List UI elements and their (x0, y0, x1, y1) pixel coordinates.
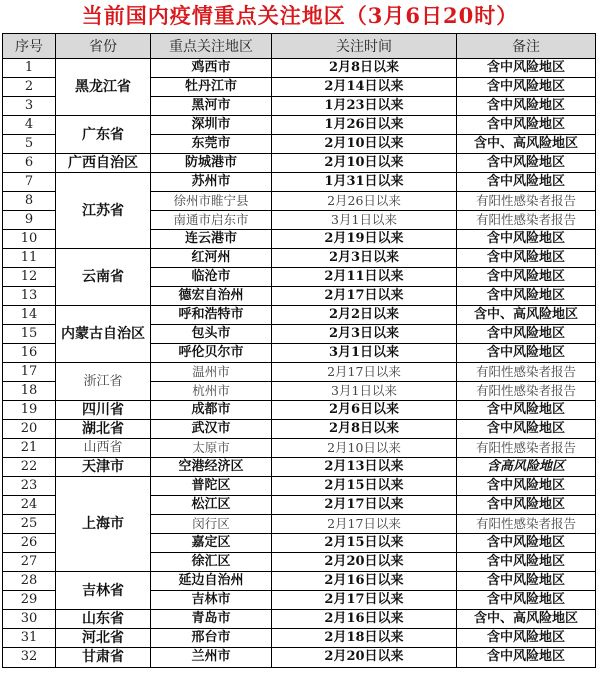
table-row (3, 116, 596, 135)
province-cell: 上海市 (56, 477, 151, 572)
note-cell: 含中风险地区 (457, 401, 596, 420)
row-index: 32 (3, 648, 56, 667)
area-cell: 青岛市 (151, 610, 272, 629)
header-area: 重点关注地区 (151, 34, 272, 59)
note-cell: 含中风险地区 (457, 116, 596, 135)
time-cell: 2月13日以来 (272, 458, 457, 477)
province-cell: 四川省 (56, 401, 151, 420)
area-cell: 深圳市 (151, 116, 272, 135)
table-row (3, 59, 596, 78)
area-cell: 临沧市 (151, 268, 272, 287)
area-cell: 呼伦贝尔市 (151, 344, 272, 363)
table-row (3, 458, 596, 477)
table-row (3, 439, 596, 458)
time-cell: 2月10日以来 (272, 135, 457, 154)
area-cell: 空港经济区 (151, 458, 272, 477)
province-cell: 云南省 (56, 249, 151, 306)
row-index: 11 (3, 249, 56, 268)
time-cell: 2月18日以来 (272, 629, 457, 648)
row-index: 15 (3, 325, 56, 344)
header-time: 关注时间 (272, 34, 457, 59)
time-cell: 2月14日以来 (272, 78, 457, 97)
area-cell: 红河州 (151, 249, 272, 268)
note-cell: 含中风险地区 (457, 420, 596, 439)
province-cell: 黑龙江省 (56, 59, 151, 116)
note-cell: 含中风险地区 (457, 477, 596, 496)
row-index: 10 (3, 230, 56, 249)
note-cell: 有阳性感染者报告 (457, 515, 596, 534)
area-cell: 黑河市 (151, 97, 272, 116)
note-cell: 有阳性感染者报告 (457, 363, 596, 382)
area-cell: 徐州市睢宁县 (151, 192, 272, 211)
focus-areas-table (2, 33, 596, 668)
time-cell: 2月8日以来 (272, 59, 457, 78)
table-row (3, 610, 596, 629)
row-index: 21 (3, 439, 56, 458)
area-cell: 吉林市 (151, 591, 272, 610)
note-cell: 含中风险地区 (457, 591, 596, 610)
note-cell: 含中风险地区 (457, 325, 596, 344)
row-index: 31 (3, 629, 56, 648)
note-cell: 含中风险地区 (457, 173, 596, 192)
area-cell: 太原市 (151, 439, 272, 458)
row-index: 29 (3, 591, 56, 610)
area-cell: 武汉市 (151, 420, 272, 439)
area-cell: 防城港市 (151, 154, 272, 173)
note-cell: 含中风险地区 (457, 629, 596, 648)
row-index: 16 (3, 344, 56, 363)
time-cell: 2月17日以来 (272, 515, 457, 534)
note-cell: 有阳性感染者报告 (457, 211, 596, 230)
time-cell: 2月2日以来 (272, 306, 457, 325)
area-cell: 德宏自治州 (151, 287, 272, 306)
time-cell: 2月16日以来 (272, 572, 457, 591)
area-cell: 嘉定区 (151, 534, 272, 553)
time-cell: 3月1日以来 (272, 382, 457, 401)
row-index: 12 (3, 268, 56, 287)
time-cell: 2月17日以来 (272, 287, 457, 306)
time-cell: 2月15日以来 (272, 534, 457, 553)
row-index: 18 (3, 382, 56, 401)
table-row (3, 363, 596, 382)
row-index: 27 (3, 553, 56, 572)
area-cell: 徐汇区 (151, 553, 272, 572)
area-cell: 成都市 (151, 401, 272, 420)
table-row (3, 648, 596, 667)
table-body (3, 59, 596, 668)
note-cell: 含中风险地区 (457, 648, 596, 667)
table-row (3, 306, 596, 325)
table-row (3, 477, 596, 496)
header-note: 备注 (457, 34, 596, 59)
row-index: 1 (3, 59, 56, 78)
row-index: 28 (3, 572, 56, 591)
row-index: 8 (3, 192, 56, 211)
area-cell: 闵行区 (151, 515, 272, 534)
province-cell: 天津市 (56, 458, 151, 477)
area-cell: 连云港市 (151, 230, 272, 249)
row-index: 22 (3, 458, 56, 477)
table-row (3, 154, 596, 173)
time-cell: 2月15日以来 (272, 477, 457, 496)
row-index: 17 (3, 363, 56, 382)
area-cell: 牡丹江市 (151, 78, 272, 97)
time-cell: 3月1日以来 (272, 211, 457, 230)
province-cell: 山西省 (56, 439, 151, 458)
note-cell: 含中风险地区 (457, 344, 596, 363)
time-cell: 2月8日以来 (272, 420, 457, 439)
row-index: 30 (3, 610, 56, 629)
area-cell: 苏州市 (151, 173, 272, 192)
time-cell: 2月20日以来 (272, 553, 457, 572)
time-cell: 2月3日以来 (272, 249, 457, 268)
time-cell: 2月10日以来 (272, 439, 457, 458)
area-cell: 东莞市 (151, 135, 272, 154)
time-cell: 2月3日以来 (272, 325, 457, 344)
table-header-row (3, 34, 596, 59)
area-cell: 包头市 (151, 325, 272, 344)
area-cell: 兰州市 (151, 648, 272, 667)
page-title: 当前国内疫情重点关注地区（3月6日20时） (81, 3, 519, 28)
row-index: 5 (3, 135, 56, 154)
area-cell: 延边自治州 (151, 572, 272, 591)
time-cell: 2月10日以来 (272, 154, 457, 173)
time-cell: 2月26日以来 (272, 192, 457, 211)
area-cell: 温州市 (151, 363, 272, 382)
note-cell: 含中风险地区 (457, 59, 596, 78)
time-cell: 2月11日以来 (272, 268, 457, 287)
province-cell: 浙江省 (56, 363, 151, 401)
province-cell: 江苏省 (56, 173, 151, 249)
time-cell: 2月19日以来 (272, 230, 457, 249)
note-cell: 含中风险地区 (457, 97, 596, 116)
note-cell: 含高风险地区 (457, 458, 596, 477)
province-cell: 湖北省 (56, 420, 151, 439)
province-cell: 广西自治区 (56, 154, 151, 173)
table-row (3, 629, 596, 648)
area-cell: 杭州市 (151, 382, 272, 401)
area-cell: 松江区 (151, 496, 272, 515)
area-cell: 邢台市 (151, 629, 272, 648)
table-row (3, 420, 596, 439)
row-index: 6 (3, 154, 56, 173)
note-cell: 含中风险地区 (457, 572, 596, 591)
row-index: 23 (3, 477, 56, 496)
row-index: 3 (3, 97, 56, 116)
time-cell: 2月6日以来 (272, 401, 457, 420)
note-cell: 含中、高风险地区 (457, 135, 596, 154)
row-index: 9 (3, 211, 56, 230)
time-cell: 1月31日以来 (272, 173, 457, 192)
time-cell: 2月20日以来 (272, 648, 457, 667)
province-cell: 甘肃省 (56, 648, 151, 667)
row-index: 4 (3, 116, 56, 135)
note-cell: 含中、高风险地区 (457, 306, 596, 325)
time-cell: 3月1日以来 (272, 344, 457, 363)
note-cell: 含中风险地区 (457, 496, 596, 515)
time-cell: 2月17日以来 (272, 591, 457, 610)
province-cell: 广东省 (56, 116, 151, 154)
row-index: 24 (3, 496, 56, 515)
row-index: 25 (3, 515, 56, 534)
note-cell: 含中风险地区 (457, 230, 596, 249)
time-cell: 2月17日以来 (272, 496, 457, 515)
table-row (3, 401, 596, 420)
note-cell: 含中、高风险地区 (457, 610, 596, 629)
row-index: 7 (3, 173, 56, 192)
header-index: 序号 (3, 34, 56, 59)
province-cell: 内蒙古自治区 (56, 306, 151, 363)
area-cell: 鸡西市 (151, 59, 272, 78)
province-cell: 河北省 (56, 629, 151, 648)
note-cell: 含中风险地区 (457, 534, 596, 553)
header-province: 省份 (56, 34, 151, 59)
area-cell: 呼和浩特市 (151, 306, 272, 325)
province-cell: 山东省 (56, 610, 151, 629)
note-cell: 有阳性感染者报告 (457, 439, 596, 458)
table-row (3, 249, 596, 268)
note-cell: 含中风险地区 (457, 249, 596, 268)
province-cell: 吉林省 (56, 572, 151, 610)
row-index: 20 (3, 420, 56, 439)
table-row (3, 572, 596, 591)
area-cell: 南通市启东市 (151, 211, 272, 230)
table-row (3, 173, 596, 192)
note-cell: 含中风险地区 (457, 78, 596, 97)
row-index: 2 (3, 78, 56, 97)
row-index: 19 (3, 401, 56, 420)
note-cell: 含中风险地区 (457, 154, 596, 173)
time-cell: 2月16日以来 (272, 610, 457, 629)
time-cell: 1月23日以来 (272, 97, 457, 116)
time-cell: 1月26日以来 (272, 116, 457, 135)
area-cell: 普陀区 (151, 477, 272, 496)
note-cell: 有阳性感染者报告 (457, 192, 596, 211)
row-index: 13 (3, 287, 56, 306)
note-cell: 含中风险地区 (457, 268, 596, 287)
note-cell: 含中风险地区 (457, 287, 596, 306)
row-index: 26 (3, 534, 56, 553)
note-cell: 有阳性感染者报告 (457, 382, 596, 401)
row-index: 14 (3, 306, 56, 325)
time-cell: 2月17日以来 (272, 363, 457, 382)
note-cell: 含中风险地区 (457, 553, 596, 572)
